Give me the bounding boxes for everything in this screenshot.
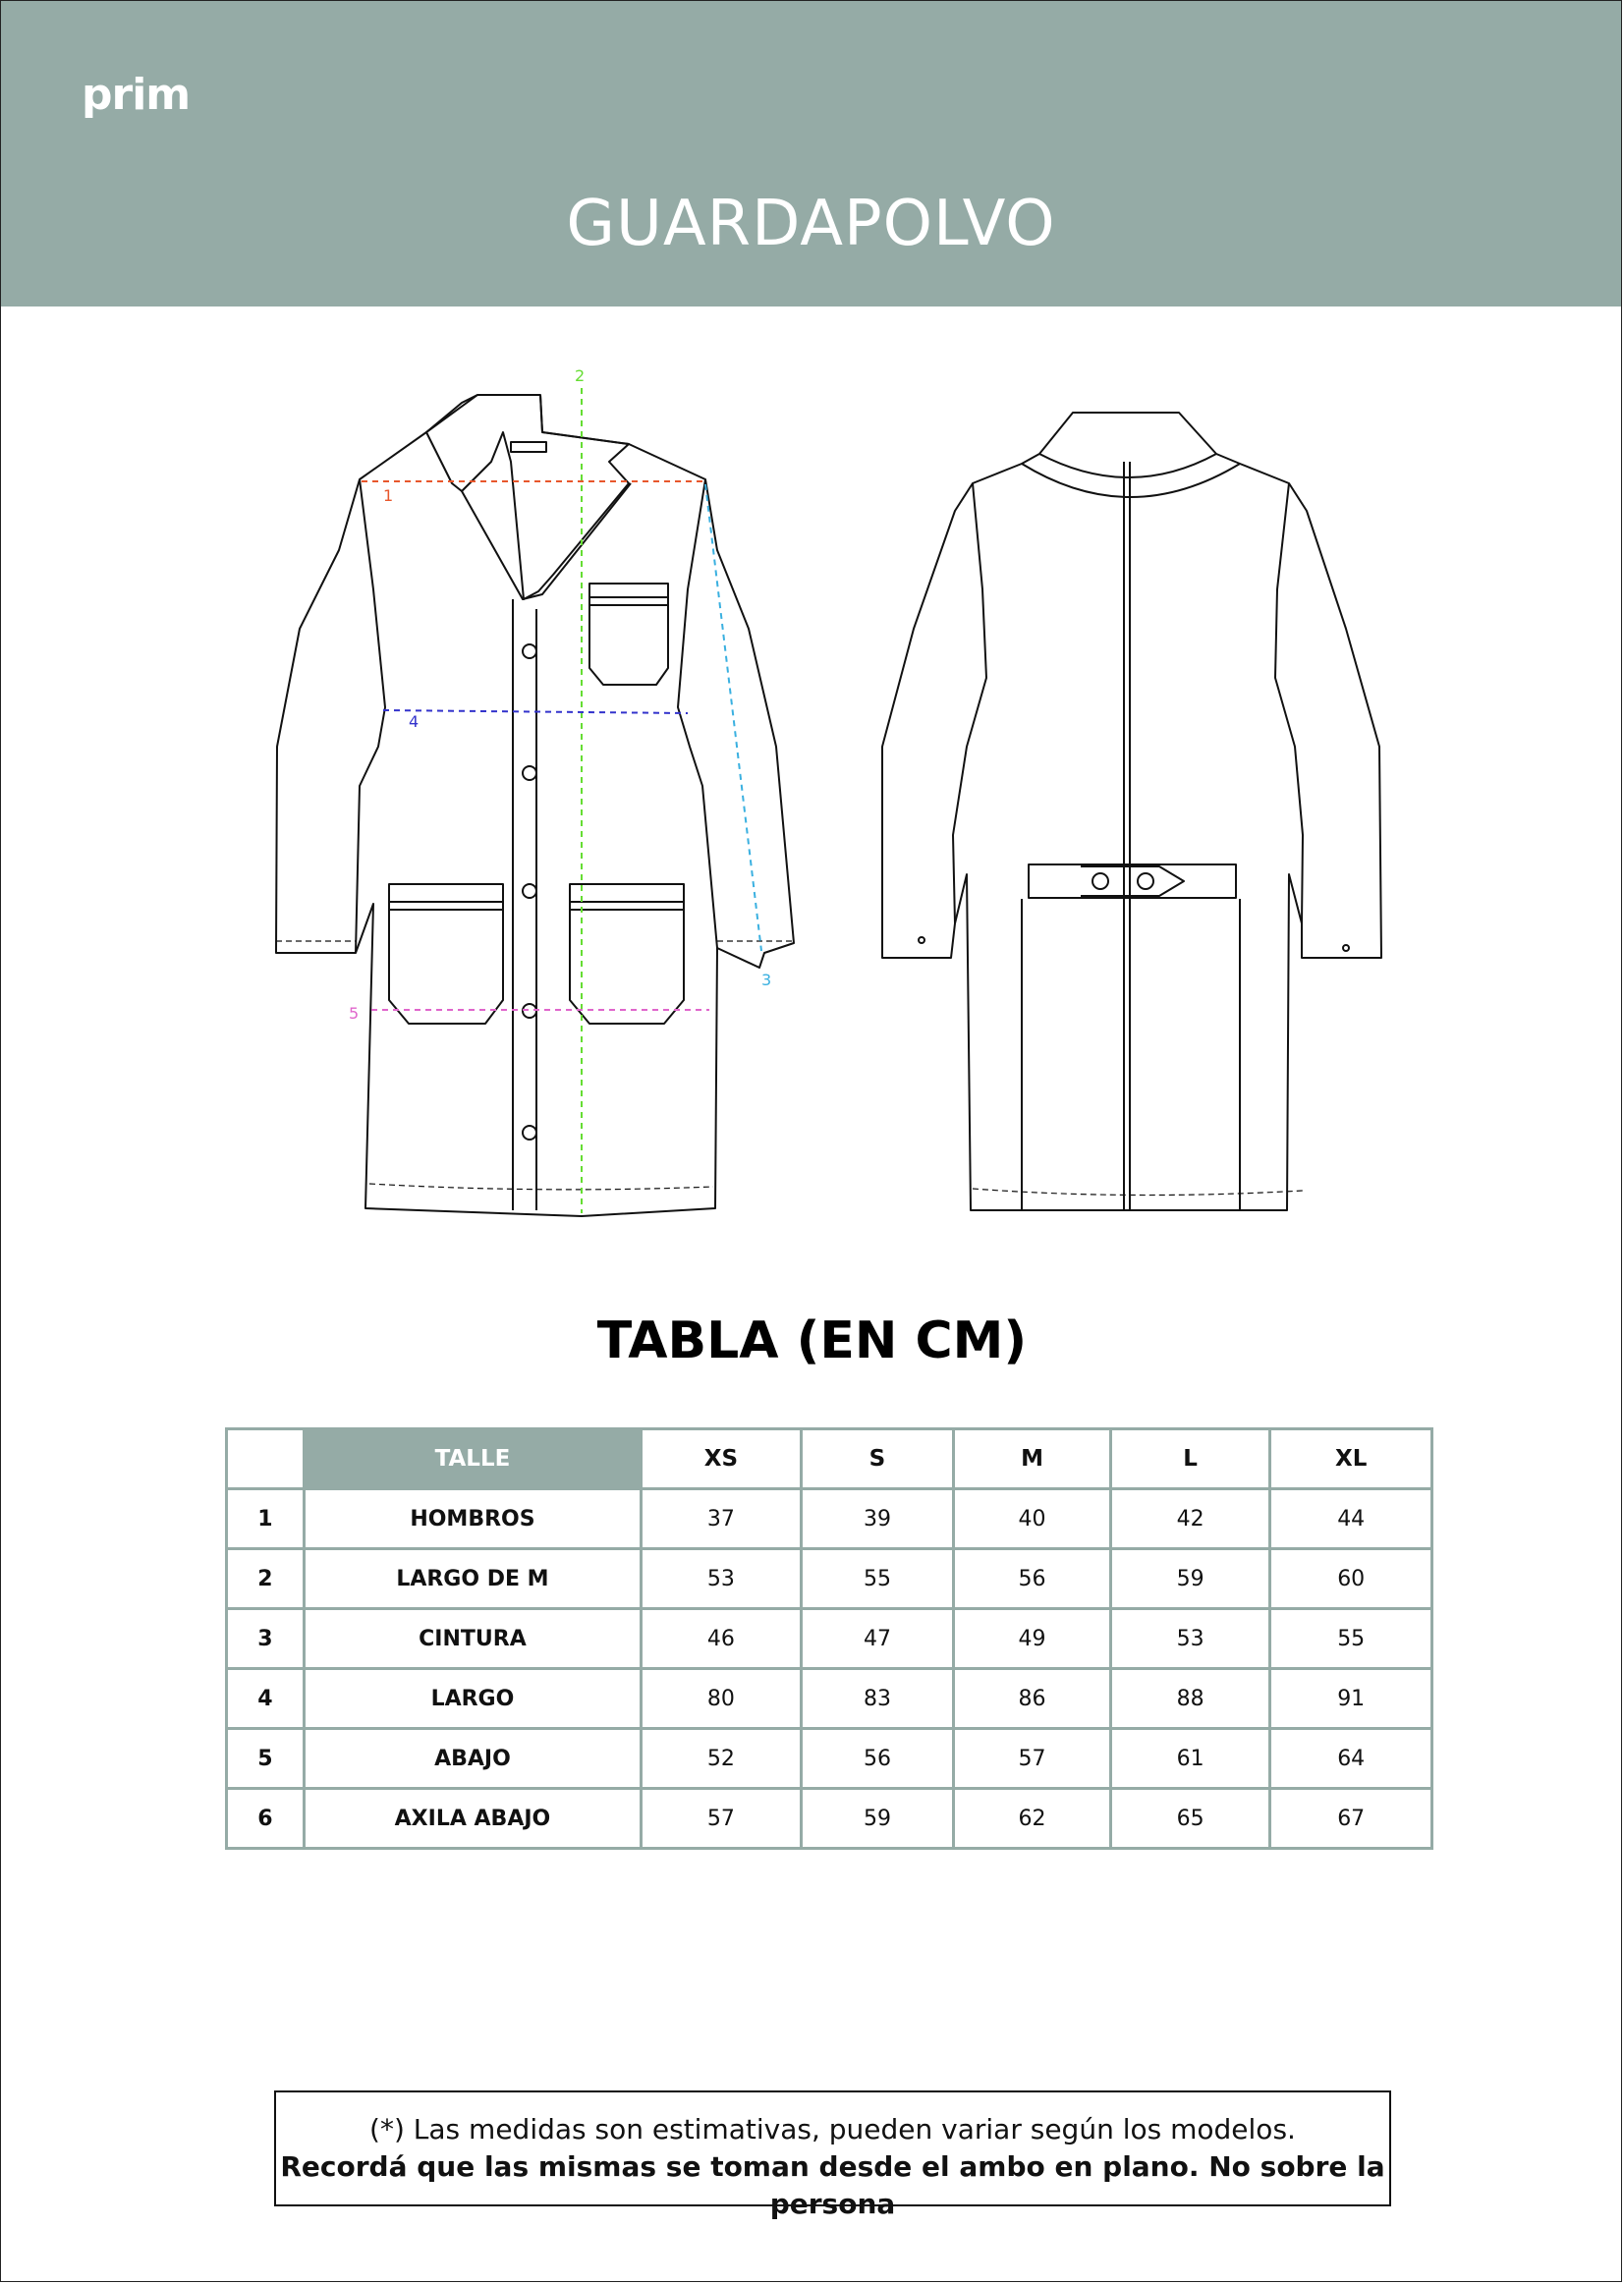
cell-value: 86 xyxy=(954,1669,1111,1729)
garment-diagram xyxy=(255,354,1395,1238)
row-label: AXILA ABAJO xyxy=(304,1789,641,1849)
measure-line-3 xyxy=(705,484,761,951)
cell-value: 64 xyxy=(1270,1729,1432,1789)
measure-label-2: 2 xyxy=(575,366,586,385)
row-label: CINTURA xyxy=(304,1609,641,1669)
table-row xyxy=(227,1549,1432,1609)
measure-label-5: 5 xyxy=(349,1004,360,1023)
cell-value: 80 xyxy=(642,1669,802,1729)
cell-value: 53 xyxy=(1110,1609,1270,1669)
cell-value: 83 xyxy=(801,1669,954,1729)
cell-value: 59 xyxy=(1110,1549,1270,1609)
cell-value: 46 xyxy=(642,1609,802,1669)
cell-value: 56 xyxy=(954,1549,1111,1609)
header-cell-s: S xyxy=(801,1429,954,1489)
row-number: 6 xyxy=(227,1789,305,1849)
row-number: 3 xyxy=(227,1609,305,1669)
row-number: 5 xyxy=(227,1729,305,1789)
disclaimer-note xyxy=(274,2090,1391,2220)
cell-value: 62 xyxy=(954,1789,1111,1849)
cell-value: 42 xyxy=(1110,1489,1270,1549)
header-cell-talle: TALLE xyxy=(304,1429,641,1489)
cell-value: 55 xyxy=(801,1549,954,1609)
row-number: 2 xyxy=(227,1549,305,1609)
cell-value: 67 xyxy=(1270,1789,1432,1849)
page-title: GUARDAPOLVO xyxy=(566,188,1056,260)
cell-value: 53 xyxy=(642,1549,802,1609)
note-line-2: Recordá que las mismas se toman desde el ambo en plano. No sobre la persona xyxy=(280,2150,1385,2220)
header-cell-blank xyxy=(227,1429,305,1489)
table-header-row xyxy=(227,1429,1432,1489)
note-line-1: (*) Las medidas son estimativas, pueden variar según los modelos. xyxy=(369,2113,1296,2145)
cell-value: 61 xyxy=(1110,1729,1270,1789)
table-row xyxy=(227,1609,1432,1669)
cell-value: 37 xyxy=(642,1489,802,1549)
cell-value: 55 xyxy=(1270,1609,1432,1669)
row-label: HOMBROS xyxy=(304,1489,641,1549)
cell-value: 47 xyxy=(801,1609,954,1669)
header-band xyxy=(1,1,1621,306)
table-title: TABLA (EN CM) xyxy=(596,1311,1028,1370)
table-row xyxy=(227,1729,1432,1789)
header-cell-l: L xyxy=(1110,1429,1270,1489)
table-row xyxy=(227,1789,1432,1849)
table-row xyxy=(227,1489,1432,1549)
cell-value: 88 xyxy=(1110,1669,1270,1729)
row-label: LARGO xyxy=(304,1669,641,1729)
row-number: 1 xyxy=(227,1489,305,1549)
size-table xyxy=(225,1427,1433,1850)
measure-label-3: 3 xyxy=(761,971,772,989)
measure-label-1: 1 xyxy=(383,486,394,505)
table-row xyxy=(227,1669,1432,1729)
cell-value: 39 xyxy=(801,1489,954,1549)
cell-value: 65 xyxy=(1110,1789,1270,1849)
row-number: 4 xyxy=(227,1669,305,1729)
cell-value: 44 xyxy=(1270,1489,1432,1549)
header-cell-xl: XL xyxy=(1270,1429,1432,1489)
cell-value: 56 xyxy=(801,1729,954,1789)
measure-label-4: 4 xyxy=(409,712,420,731)
cell-value: 57 xyxy=(954,1729,1111,1789)
cell-value: 59 xyxy=(801,1789,954,1849)
cell-value: 57 xyxy=(642,1789,802,1849)
front-coat-outline xyxy=(276,395,794,1216)
cell-value: 60 xyxy=(1270,1549,1432,1609)
cell-value: 52 xyxy=(642,1729,802,1789)
brand-logo: prim xyxy=(82,70,191,120)
row-label: ABAJO xyxy=(304,1729,641,1789)
row-label: LARGO DE M xyxy=(304,1549,641,1609)
cell-value: 91 xyxy=(1270,1669,1432,1729)
header-cell-m: M xyxy=(954,1429,1111,1489)
cell-value: 49 xyxy=(954,1609,1111,1669)
cell-value: 40 xyxy=(954,1489,1111,1549)
header-cell-xs: XS xyxy=(642,1429,802,1489)
